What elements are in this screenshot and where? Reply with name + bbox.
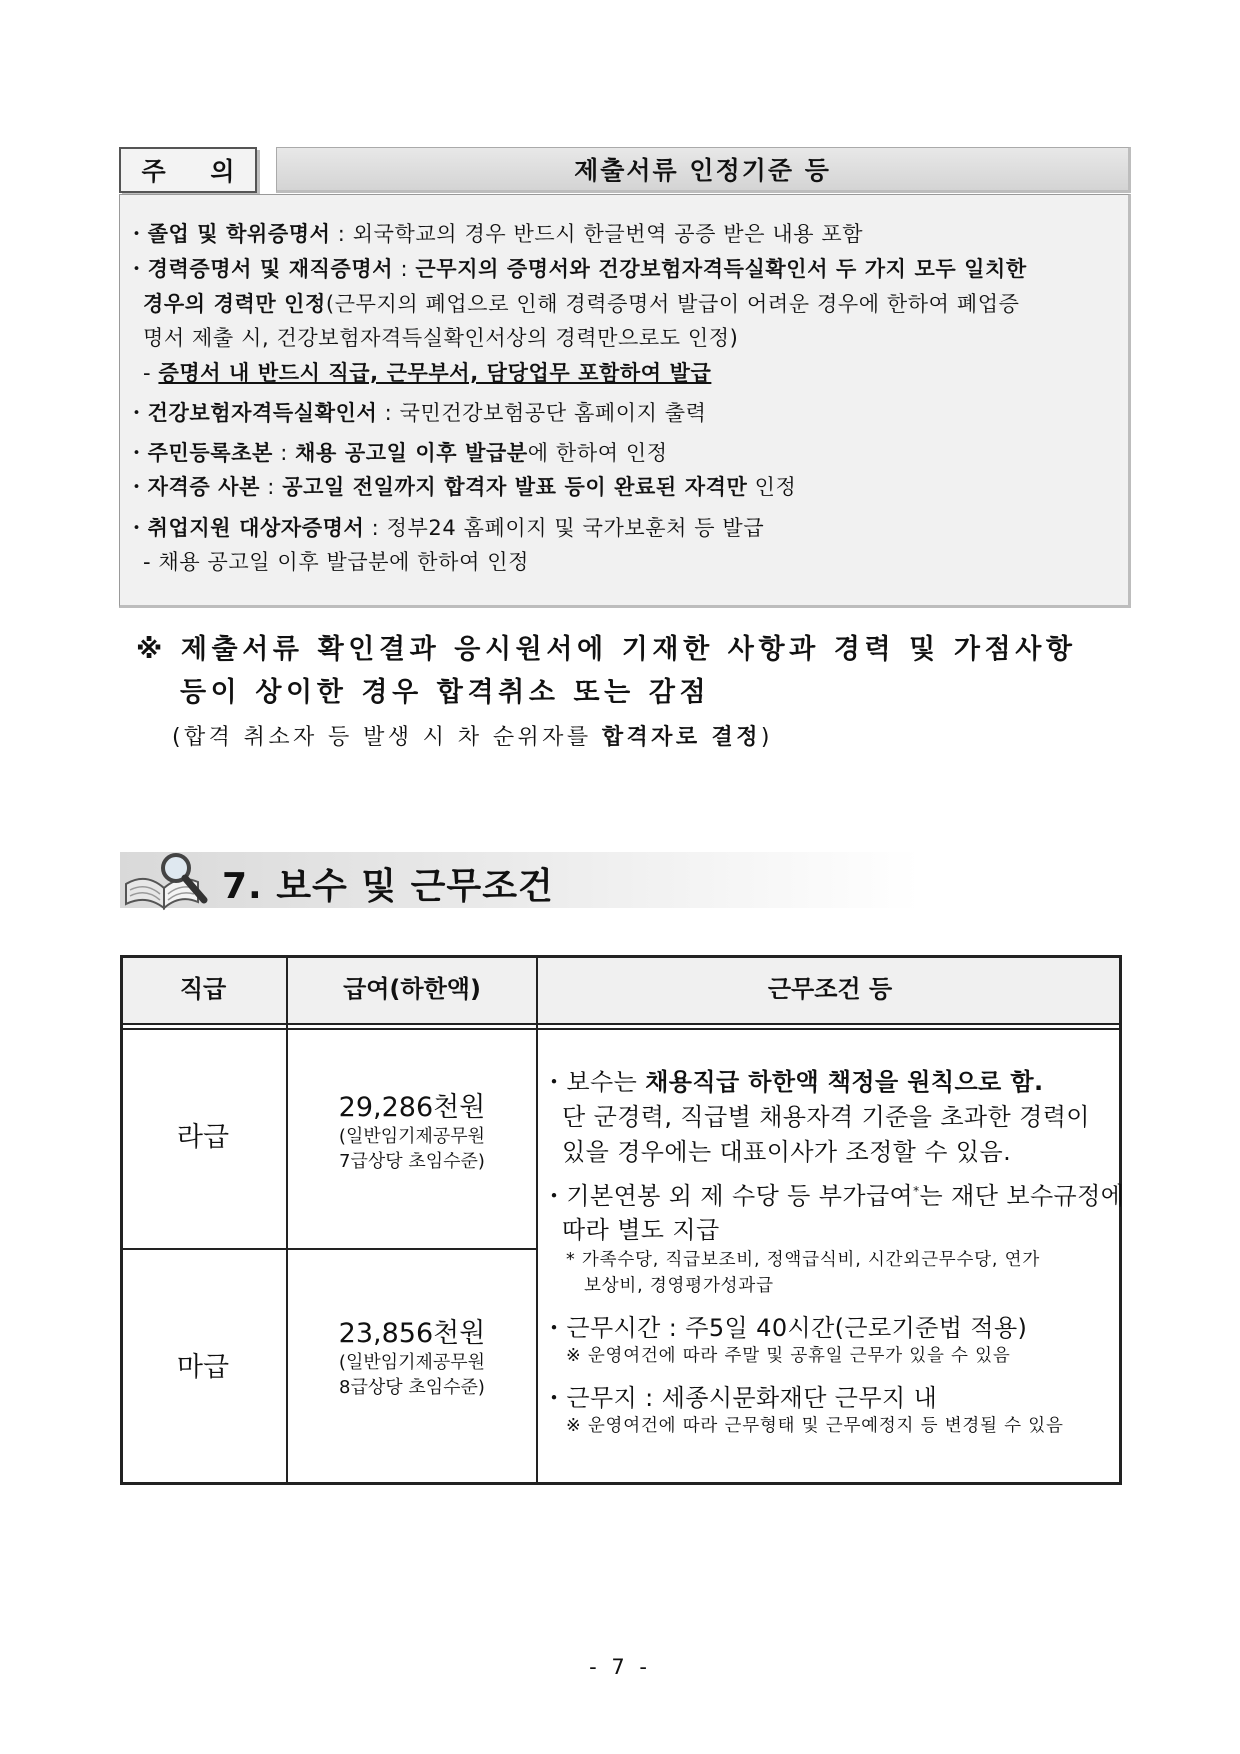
condition-allowance-cont: 따라 별도 지급 (562, 1216, 720, 1244)
condition-allowance: ・기본연봉 외 제 수당 등 부가급여*는 재단 보수규정에 (542, 1182, 1125, 1210)
notice-line-certificate-contents: - 증명서 내 반드시 직급, 근무부서, 담당업무 포함하여 발급 (143, 361, 712, 385)
table-header-conditions: 근무조건 등 (767, 975, 893, 1003)
condition-pay-principle-cont1: 단 군경력, 직급별 채용자격 기준을 초과한 경력이 (562, 1103, 1090, 1131)
notice-line-health-insurance: ・건강보험자격득실확인서 : 국민건강보험공단 홈페이지 출력 (126, 401, 707, 425)
condition-workplace-note: ※ 운영여건에 따라 근무형태 및 근무예정지 등 변경될 수 있음 (566, 1416, 1064, 1436)
salary-ra: 29,286천원 (일반임기제공무원 7급상당 초임수준) (338, 1092, 486, 1172)
grade-ra: 라급 (176, 1122, 230, 1153)
notice-line-employment-support-note: - 채용 공고일 이후 발급분에 한하여 인정 (143, 550, 530, 574)
notice-line-resident-registration: ・주민등록초본 : 채용 공고일 이후 발급분에 한하여 인정 (126, 441, 668, 465)
section-title: 7. 보수 및 근무조건 (222, 866, 554, 907)
book-magnifier-icon (118, 846, 218, 916)
warning-line-2: 등이 상이한 경우 합격취소 또는 감점 (180, 677, 711, 708)
table-header-salary: 급여(하한액) (343, 975, 481, 1003)
notice-line-career: ・경력증명서 및 재직증명서 : 근무지의 증명서와 건강보험자격득실확인서 두 가지 모두 일치한 (126, 257, 1027, 281)
warning-line-3: (합격 취소자 등 발생 시 차 순위자를 합격자로 결정) (172, 725, 773, 750)
condition-pay-principle-cont2: 있을 경우에는 대표이사가 조정할 수 있음. (562, 1138, 1012, 1166)
grade-ma: 마급 (176, 1352, 230, 1383)
notice-line-career-cont1: 경우의 경력만 인정(근무지의 폐업으로 인해 경력증명서 발급이 어려운 경우에 한하여 폐업증 (143, 292, 1020, 316)
salary-table (120, 955, 1125, 1485)
condition-work-hours: ・근무시간 : 주5일 40시간(근로기준법 적용) (542, 1314, 1028, 1342)
condition-allowance-note-1: * 가족수당, 직급보조비, 정액급식비, 시간외근무수당, 연가 (566, 1250, 1041, 1270)
salary-ma: 23,856천원 (일반임기제공무원 8급상당 초임수준) (338, 1318, 486, 1398)
notice-line-graduation: ・졸업 및 학위증명서 : 외국학교의 경우 반드시 한글번역 공증 받은 내용 포함 (126, 222, 864, 246)
warning-line-1: ※ 제출서류 확인결과 응시원서에 기재한 사항과 경력 및 가점사항 (136, 634, 1077, 665)
condition-pay-principle: ・보수는 채용직급 하한액 책정을 원칙으로 함. (542, 1068, 1044, 1096)
page-number: - 7 - (589, 1655, 651, 1679)
notice-line-career-cont2: 명서 제출 시, 건강보험자격득실확인서상의 경력만으로도 인정) (143, 326, 739, 350)
notice-tag: 주 의 (119, 147, 257, 193)
table-header-grade: 직급 (179, 975, 227, 1003)
condition-allowance-note-2: 보상비, 경영평가성과급 (584, 1276, 774, 1296)
condition-work-hours-note: ※ 운영여건에 따라 주말 및 공휴일 근무가 있을 수 있음 (566, 1346, 1011, 1366)
notice-line-license: ・자격증 사본 : 공고일 전일까지 합격자 발표 등이 완료된 자격만 인정 (126, 475, 797, 499)
notice-title: 제출서류 인정기준 등 (276, 147, 1131, 193)
condition-workplace: ・근무지 : 세종시문화재단 근무지 내 (542, 1384, 938, 1412)
notice-line-employment-support: ・취업지원 대상자증명서 : 정부24 홈페이지 및 국가보훈처 등 발급 (126, 516, 765, 540)
